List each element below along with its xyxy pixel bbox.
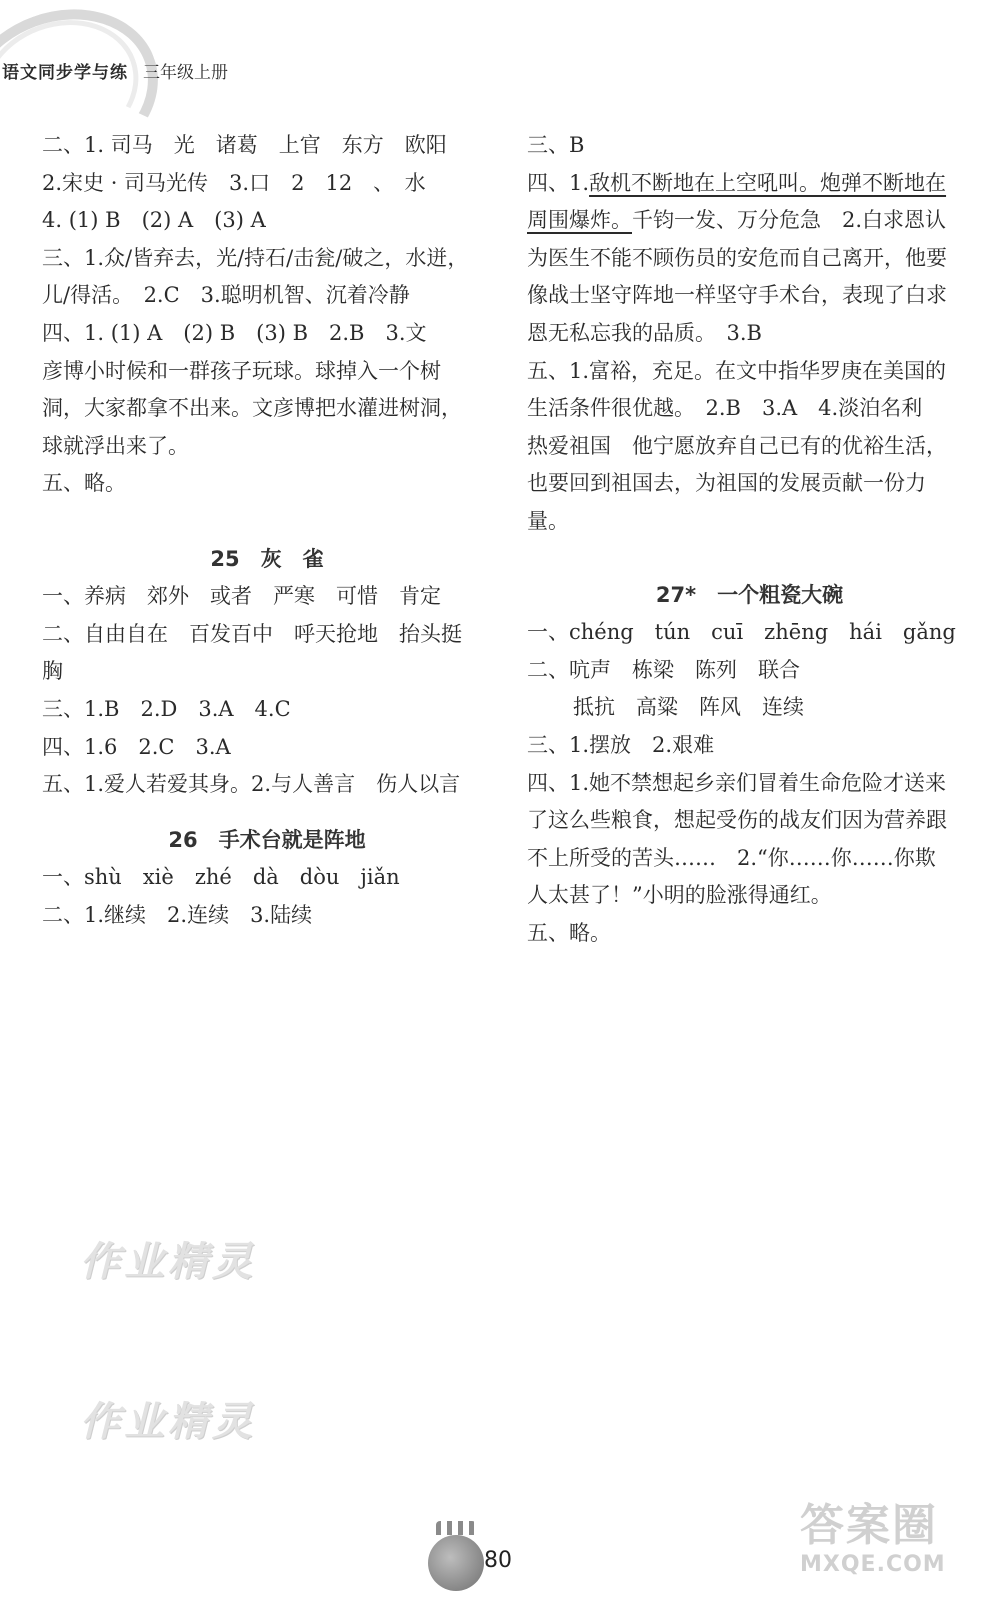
site-watermark-url: MXQE.COM (800, 1552, 946, 1577)
answer-line (527, 165, 972, 203)
site-watermark-logo-text: 答案圈 (800, 1500, 938, 1551)
answer-line: 生活条件很优越。 2.B 3.A 4.淡泊名利 (527, 396, 923, 421)
answer-line: 二、自由自在 百发百中 呼天抢地 抬头挺 (42, 621, 462, 646)
answer-text: 千钧一发、万分危急 2.白求恩认 (632, 208, 947, 233)
answer-line: 儿/得活。 2.C 3.聪明机智、沉着冷静 (42, 283, 410, 308)
answer-line: 四、1. (1) A (2) B (3) B 2.B 3.文 (42, 320, 427, 345)
answer-line: 五、1.爱人若爱其身。2.与人善言 伤人以言 (42, 772, 461, 797)
answer-line: 三、1.B 2.D 3.A 4.C (42, 696, 291, 721)
right-column (527, 127, 972, 952)
answer-line-indented: 抵抗 高粱 阵风 连续 (573, 695, 804, 720)
answer-line: 恩无私忘我的品质。 3.B (527, 320, 762, 345)
answer-line: 2.宋史 · 司马光传 3.口 2 12 、 水 (42, 170, 426, 195)
footer-mascot-icon (428, 1535, 484, 1591)
answer-line: 四、1.她不禁想起乡亲们冒着生命危险才送来 (527, 770, 947, 795)
answer-line: 球就浮出来了。 (42, 433, 189, 458)
answer-line: 不上所受的苦头…… 2.“你……你……你欺 (527, 845, 936, 870)
answer-line: 人太甚了！”小明的脸涨得通红。 (527, 883, 832, 908)
watermark-text: 作业精灵 (80, 1398, 256, 1445)
answer-line: 三、1.摆放 2.艰难 (527, 732, 715, 757)
answer-line: 洞，大家都拿不出来。文彦博把水灌进树洞， (42, 396, 462, 421)
answer-line: 二、吭声 栋梁 陈列 联合 (527, 657, 800, 682)
site-watermark (800, 1500, 990, 1600)
answer-line: 彦博小时候和一群孩子玩球。球掉入一个树 (42, 358, 441, 383)
grade-label: 三年级上册 (143, 63, 228, 83)
page-number: 80 (484, 1548, 512, 1573)
answer-line: 胸 (42, 659, 63, 684)
page-header (0, 0, 996, 110)
underlined-sentence: 敌机不断地在上空吼叫。炮弹不断地在 (589, 170, 947, 195)
answer-line: 一、养病 郊外 或者 严寒 可惜 肯定 (42, 584, 441, 609)
book-title: 语文同步学与练 (2, 63, 128, 83)
answer-line (527, 202, 972, 240)
answer-line: 三、1.众/皆弃去，光/持石/击瓮/破之，水迸， (42, 245, 469, 270)
answer-line: 一、chéng tún cuī zhēng hái gǎng (527, 620, 956, 645)
answer-line: 了这么些粮食，想起受伤的战友们因为营养跟 (527, 808, 947, 833)
watermark-text: 作业精灵 (80, 1238, 256, 1285)
answer-line: 二、1. 司马 光 诸葛 上官 东方 欧阳 (42, 133, 447, 157)
answer-line: 二、1.继续 2.连续 3.陆续 (42, 902, 313, 927)
answer-line: 五、1.富裕，充足。在文中指华罗庚在美国的 (527, 358, 947, 383)
lesson-27-title: 27* 一个粗瓷大碗 (655, 582, 844, 607)
answer-line: 也要回到祖国去，为祖国的发展贡献一份力 (527, 471, 926, 496)
answer-line: 4. (1) B (2) A (3) A (42, 208, 266, 233)
answer-prefix: 四、1. (527, 170, 590, 195)
underlined-sentence: 周围爆炸。 (527, 208, 632, 233)
answer-line: 三、B (527, 133, 585, 157)
answer-line: 像战士坚守阵地一样坚守手术台，表现了白求 (527, 283, 947, 308)
left-column (42, 127, 492, 934)
answer-line: 四、1.6 2.C 3.A (42, 734, 231, 759)
answer-line: 热爱祖国 他宁愿放弃自己已有的优裕生活， (527, 433, 947, 458)
lesson-25-title: 25 灰 雀 (210, 546, 324, 571)
answer-line: 量。 (527, 508, 569, 533)
answer-line: 五、略。 (42, 471, 126, 496)
answer-line: 为医生不能不顾伤员的安危而自己离开，他要 (527, 245, 947, 270)
answer-line: 一、shù xiè zhé dà dòu jiǎn (42, 865, 400, 890)
answer-line: 五、略。 (527, 920, 611, 945)
lesson-26-title: 26 手术台就是阵地 (168, 827, 366, 852)
